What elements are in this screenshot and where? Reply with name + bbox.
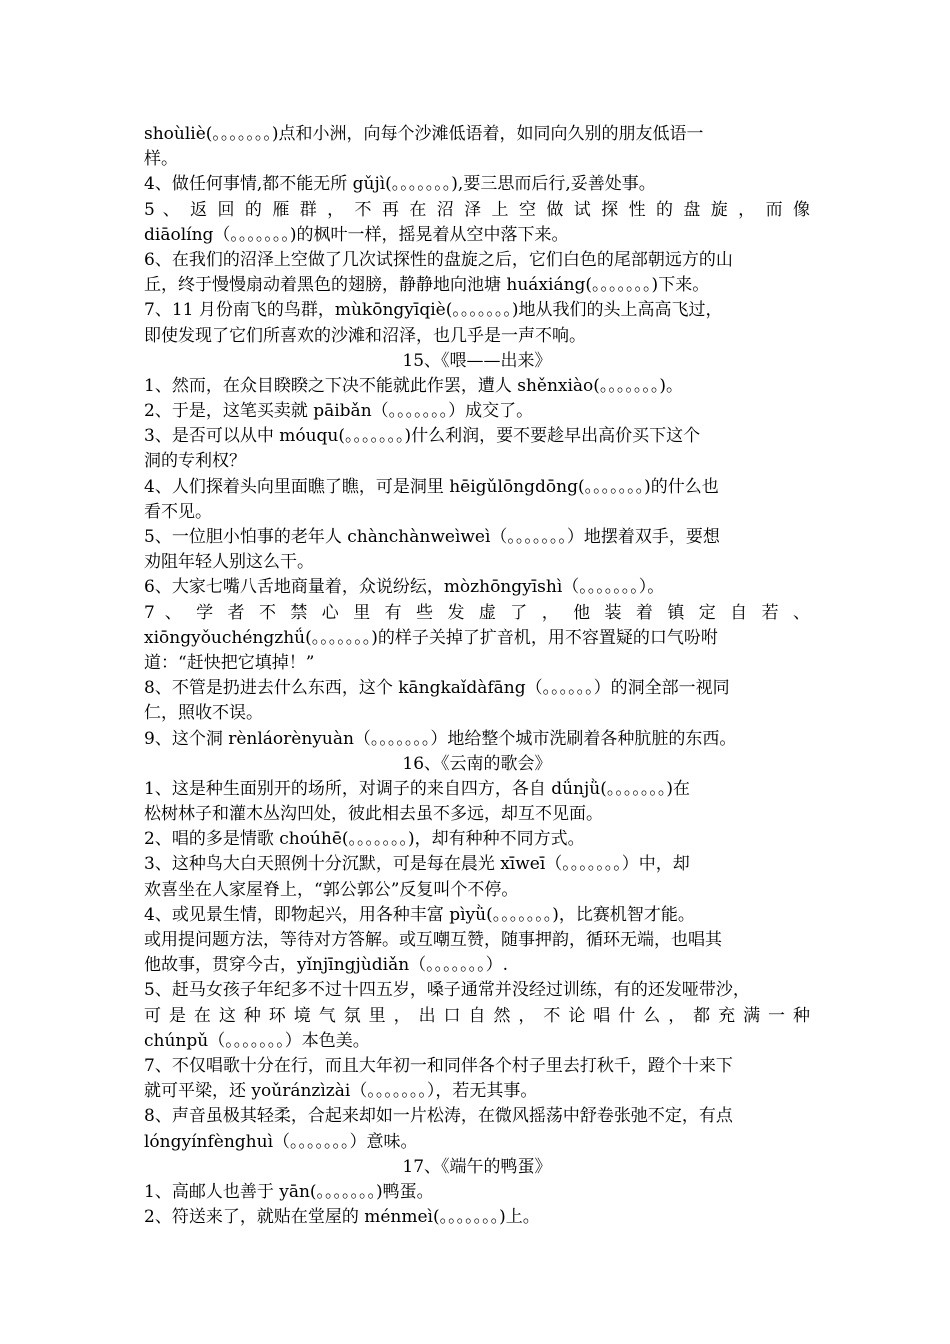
- text-line: 就可平梁，还 yoǔránzìzài（。。。。。。。），若无其事。: [144, 1081, 538, 1102]
- text-line: 丘，终于慢慢扇动着黑色的翅膀，静静地向池塘 huáxiáng(。。。。。。。)下来。: [144, 275, 710, 296]
- text-line: 7、11 月份南飞的鸟群，mùkōngyīqiè(。。。。。。。)地从我们的头上高高飞过，: [144, 300, 723, 321]
- text-line: lóngyínfènghuì（。。。。。。。）意味。: [144, 1131, 418, 1152]
- section-heading: 15、《喂——出来》: [402, 350, 552, 371]
- text-line: 6、在我们的沼泽上空做了几次试探性的盘旋之后，它们白色的尾部朝远方的山: [144, 249, 733, 270]
- text-line: 1、然而，在众目睽睽之下决不能就此作罢，遭人 shěnxiào(。。。。。。。)。: [144, 375, 684, 396]
- text-line: 可 是 在 这 种 环 境 气 氛 里 ， 出 口 自 然 ， 不 论 唱 什 么 ， 都 充 满 一 种: [144, 1005, 810, 1026]
- section-heading: 16、《云南的歌会》: [402, 753, 552, 774]
- text-line: 2、于是，这笔买卖就 pāibǎn（。。。。。。。）成交了。: [144, 401, 534, 422]
- text-line: xiōngyǒuchéngzhǘ(。。。。。。。)的样子关掉了扩音机，用不容置疑的口气吩咐: [144, 627, 718, 648]
- text-line: 他故事，贯穿今古，yǐnjīngjùdiǎn（。。。。。。。）.: [144, 955, 509, 976]
- text-line: 道：“赶快把它填掉！”: [144, 652, 315, 673]
- text-line: 劝阻年轻人别这么干。: [144, 552, 314, 573]
- text-line: 洞的专利权？: [144, 451, 246, 472]
- document-page: [144, 122, 810, 1230]
- text-line: 6、大家七嘴八舌地商量着，众说纷纭，mòzhōngyīshì（。。。。。。。）。: [144, 577, 665, 598]
- text-line: 松树林子和灌木丛沟凹处，彼此相去虽不多远，却互不见面。: [144, 804, 603, 825]
- text-line: 5、赶马女孩子年纪多不过十四五岁，嗓子通常并没经过训练，有的还发哑带沙，: [144, 980, 750, 1001]
- text-line: 或用提问题方法，等待对方答解。或互嘲互赞，随事押韵，循环无端，也唱其: [144, 930, 722, 950]
- text-line: 看不见。: [144, 501, 212, 522]
- text-line: 仁，照收不误。: [144, 703, 263, 724]
- text-line: 1、高邮人也善于 yān(。。。。。。。)鸭蛋。: [144, 1181, 434, 1202]
- text-line: diāolíng（。。。。。。。)的枫叶一样，摇晃着从空中落下来。: [144, 224, 569, 245]
- section-heading: 17、《端午的鸭蛋》: [402, 1156, 552, 1177]
- text-line: 5、一位胆小怕事的老年人 chànchànweìweì（。。。。。。。）地摆着双手，要想: [144, 527, 720, 547]
- text-line: 2、唱的多是情歌 choúhē(。。。。。。。)，却有种种不同方式。: [144, 829, 585, 850]
- text-line: 2、符送来了，就贴在堂屋的 ménmeì(。。。。。。。)上。: [144, 1207, 540, 1228]
- text-line: 4、做任何事情,都不能无所 gǔjì(。。。。。。。),要三思而后行,妥善处事。: [144, 174, 656, 195]
- text-line: 欢喜坐在人家屋脊上，“郭公郭公”反复叫个不停。: [144, 879, 519, 900]
- text-line: 样。: [144, 149, 178, 170]
- text-line: 9、这个洞 rènláorènyuàn（。。。。。。。）地给整个城市洗刷着各种肮脏的东西。: [144, 728, 737, 749]
- text-line: 3、这种鸟大白天照例十分沉默，可是每在晨光 xīweī（。。。。。。。）中，却: [144, 854, 690, 875]
- text-line: 8、声音虽极其轻柔，合起来却如一片松涛，在微风摇荡中舒卷张弛不定，有点: [144, 1106, 733, 1127]
- text-line: 7、不仅唱歌十分在行，而且大年初一和同伴各个村子里去打秋千，蹬个十来下: [144, 1055, 733, 1076]
- text-line: 7 、 学 者 不 禁 心 里 有 些 发 虚 了 ， 他 装 着 镇 定 自 若 、: [144, 602, 810, 623]
- text-line: 即使发现了它们所喜欢的沙滩和沼泽，也几乎是一声不响。: [144, 325, 586, 346]
- text-line: 5 、 返 回 的 雁 群 ， 不 再 在 沼 泽 上 空 做 试 探 性 的 盘 旋 ， 而 像: [144, 199, 810, 220]
- text-line: 4、或见景生情，即物起兴，用各种丰富 pìyǜ(。。。。。。。)，比赛机智才能。: [144, 904, 695, 925]
- text-line: 8、不管是扔进去什么东西，这个 kāngkaǐdàfāng（。。。。。。）的洞全部一视同: [144, 678, 730, 699]
- text-line: 4、人们探着头向里面瞧了瞧，可是洞里 hēigǔlōngdōng(。。。。。。。)的什么也: [144, 476, 719, 497]
- text-line: chúnpǔ（。。。。。。。）本色美。: [144, 1030, 370, 1051]
- text-line: 3、是否可以从中 móuqu(。。。。。。。)什么利润，要不要趁早出高价买下这个: [144, 426, 701, 447]
- text-line: 1、这是种生面别开的场所，对调子的来自四方，各自 dǘnjǜ(。。。。。。。)在: [144, 778, 690, 799]
- text-line: shoùliè(。。。。。。。)点和小洲，向每个沙滩低语着，如同向久别的朋友低语一: [144, 124, 704, 144]
